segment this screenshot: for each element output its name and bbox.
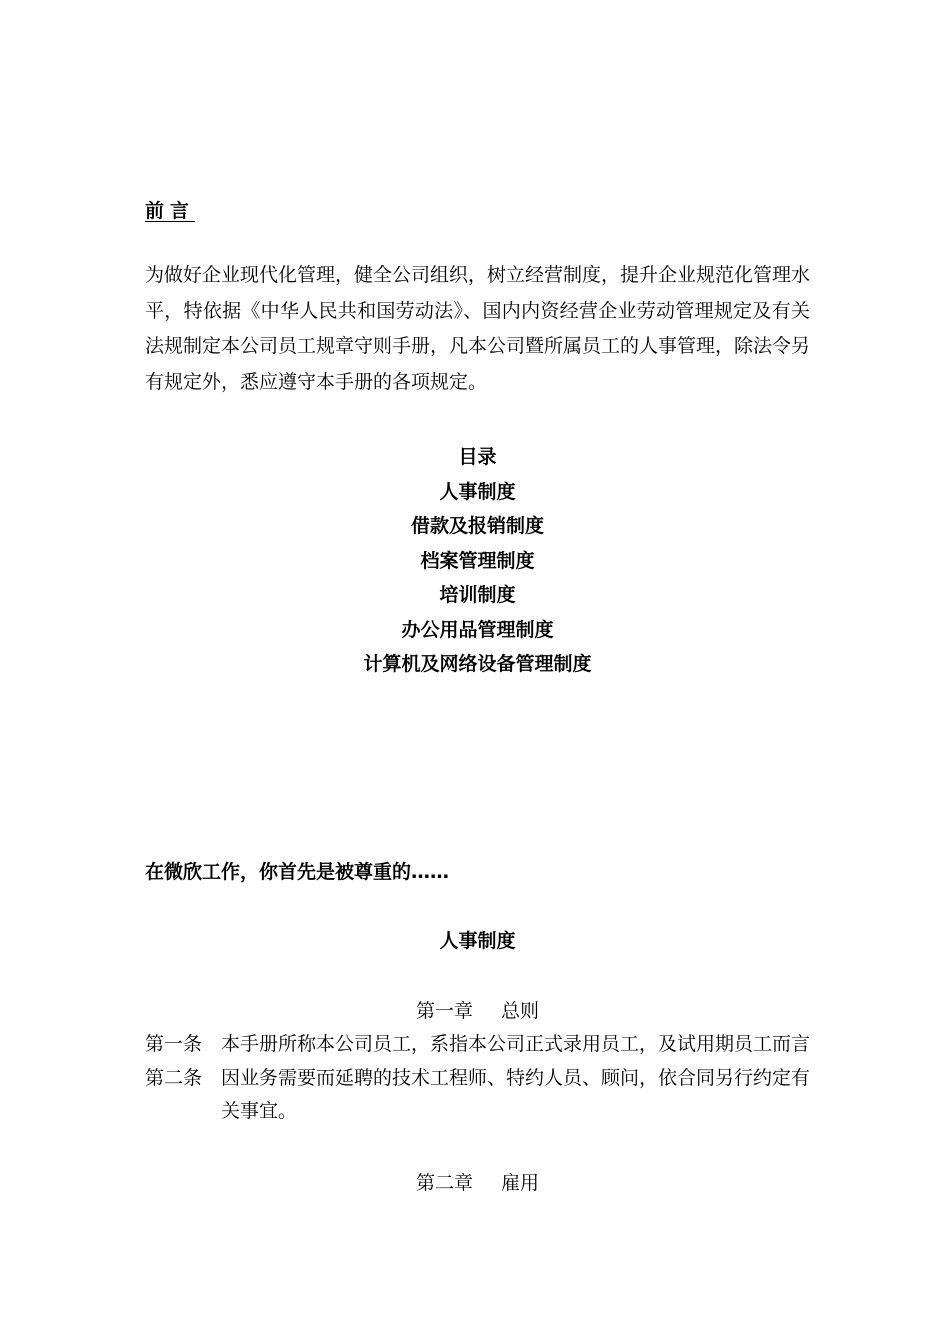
article-text: 因业务需要而延聘的技术工程师、特约人员、顾问，依合同另行约定有关事宜。 [221,1067,811,1122]
preface-body: 为做好企业现代化管理，健全公司组织，树立经营制度，提升企业规范化管理水平，特依据《中华人民共和国劳动法》、国内内资经营企业劳动管理规定及有关法规制定本公司员工规章守则手册，凡本公司暨所属员工的人事管理，除法令另有规定外，悉应遵守本手册的各项规定。 [145,264,811,393]
chapter-name: 总则 [501,1000,540,1022]
table-of-contents [145,440,810,682]
chapter-name: 雇用 [501,1172,540,1194]
chapter-heading [145,996,810,1023]
article-label: 第二条 [145,1067,203,1089]
chapter-number: 第二章 [415,1172,473,1194]
toc-item-computer-network: 计算机及网络设备管理制度 [363,653,592,675]
toc-item-training: 培训制度 [439,584,516,606]
article [145,1062,810,1128]
toc-item-personnel: 人事制度 [439,480,516,503]
toc-title: 目录 [458,446,497,468]
toc-item-loans-reimbursement: 借款及报销制度 [410,515,544,537]
article-text: 本手册所称本公司员工，系指本公司正式录用员工，及试用期员工而言 [221,1033,811,1055]
article-label: 第一条 [145,1033,203,1055]
toc-item-office-supplies: 办公用品管理制度 [401,618,554,641]
preface-heading: 前言 [145,200,196,222]
section-title: 人事制度 [439,930,516,952]
toc-item-archives: 档案管理制度 [420,549,535,572]
slogan: 在微欣工作，你首先是被尊重的…… [145,861,450,883]
chapter-number: 第一章 [415,1000,473,1022]
article [145,1028,810,1061]
chapter-heading [145,1168,810,1195]
